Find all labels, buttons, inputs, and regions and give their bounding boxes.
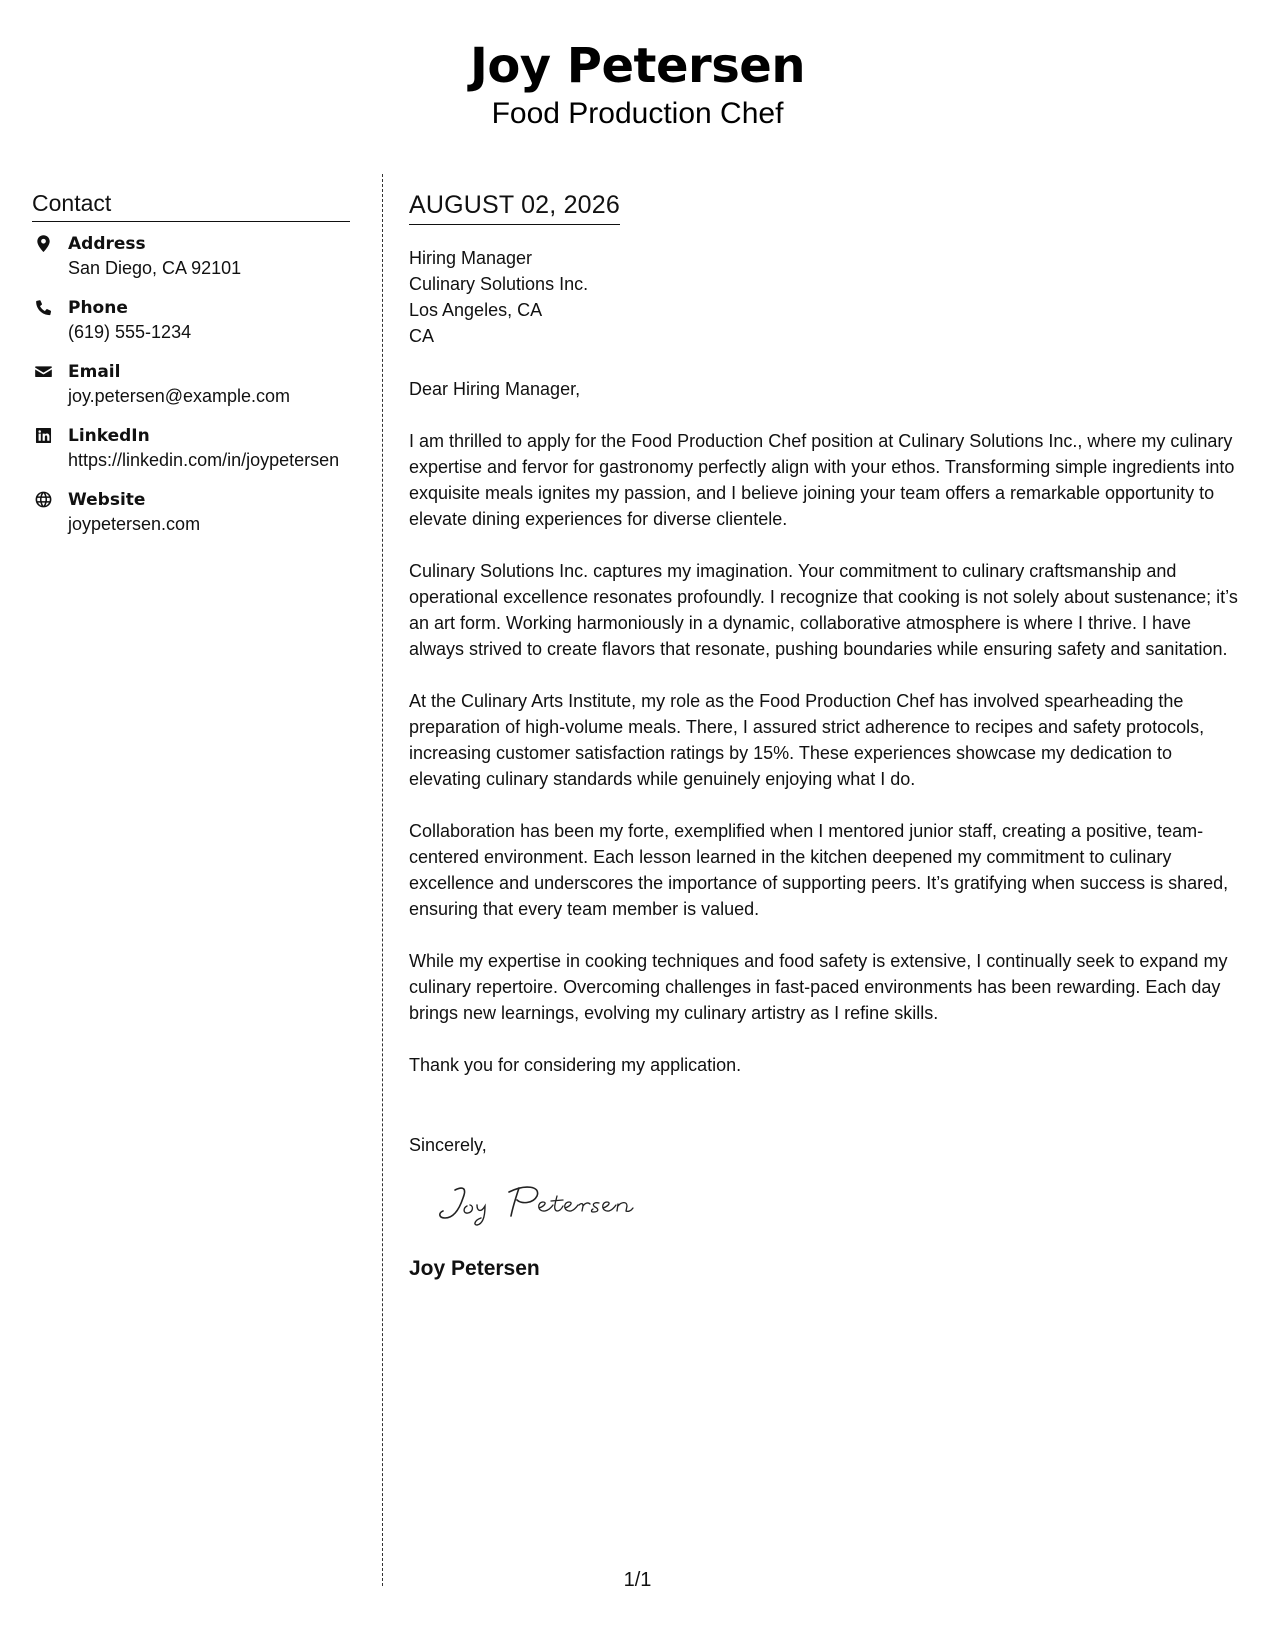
page-number: 1/1: [623, 1569, 652, 1591]
letter-paragraph: While my expertise in cooking techniques and food safety is extensive, I continually seek to expand my culinary repertoire. Overcoming challenges in fast-paced environments has been rewarding. Each day brings new learnings, evolving my culinary artistry as I refine skills.: [409, 951, 1228, 1023]
email-value[interactable]: joy.petersen@example.com: [68, 386, 291, 406]
phone-icon: [32, 296, 68, 318]
handwritten-signature: [433, 1178, 653, 1228]
recipient-line: Hiring Manager: [409, 248, 533, 268]
page-header: [0, 38, 1275, 132]
contact-heading: Contact: [32, 188, 350, 222]
signoff: Sincerely,: [409, 1135, 487, 1155]
contact-item-address: [32, 232, 350, 281]
linkedin-value[interactable]: https://linkedin.com/in/joypetersen: [68, 450, 340, 470]
salutation: Dear Hiring Manager,: [409, 379, 581, 399]
location-pin-icon: [32, 232, 68, 254]
job-title: Food Production Chef: [491, 97, 784, 130]
address-value: San Diego, CA 92101: [68, 258, 242, 278]
linkedin-label: LinkedIn: [68, 426, 150, 446]
letter-paragraph: At the Culinary Arts Institute, my role as the Food Production Chef has involved spearheading the preparation of high-volume meals. There, I assured strict adherence to recipes and safety protocols, increasing customer satisfaction ratings by 15%. These experiences showcase my dedication to elevating culinary standards while genuinely enjoying what I do.: [409, 691, 1205, 789]
recipient-line: Culinary Solutions Inc.: [409, 274, 589, 294]
letter-paragraph: I am thrilled to apply for the Food Production Chef position at Culinary Solutions Inc., where my culinary expertise and fervor for gastronomy perfectly align with your ethos. Transforming simple ingredients into exquisite meals ignites my passion, and I believe joining your team offers a remarkable opportunity to elevate dining experiences for diverse clientele.: [409, 431, 1235, 529]
recipient-line: CA: [409, 326, 435, 346]
contact-item-phone: [32, 296, 350, 345]
contact-list: [32, 232, 350, 537]
signer-name: Joy Petersen: [409, 1257, 540, 1280]
contact-item-linkedin: [32, 424, 350, 473]
contact-item-email: [32, 360, 350, 409]
linkedin-icon: [32, 424, 68, 446]
applicant-name: Joy Petersen: [469, 38, 806, 94]
address-label: Address: [68, 234, 146, 254]
phone-value: (619) 555-1234: [68, 322, 192, 342]
phone-label: Phone: [68, 298, 128, 318]
recipient-line: Los Angeles, CA: [409, 300, 543, 320]
envelope-icon: [32, 360, 68, 382]
email-label: Email: [68, 362, 121, 382]
letter-body: [409, 188, 1249, 1283]
website-value[interactable]: joypetersen.com: [68, 514, 201, 534]
recipient-block: [409, 245, 1249, 349]
letter-date: AUGUST 02, 2026: [409, 188, 620, 225]
column-divider: [382, 174, 383, 1586]
closing-thanks: Thank you for considering my application.: [409, 1055, 742, 1075]
website-label: Website: [68, 490, 146, 510]
contact-item-website: [32, 488, 350, 537]
letter-paragraph: Culinary Solutions Inc. captures my imagination. Your commitment to culinary craftsmanship and operational excellence resonates profoundly. I recognize that cooking is not solely about sustenance; it’s an art form. Working harmoniously in a dynamic, collaborative atmosphere is where I thrive. I have always strived to create flavors that resonate, pushing boundaries while ensuring safety and sanitation.: [409, 561, 1238, 659]
contact-sidebar: [32, 188, 350, 552]
letter-paragraph: Collaboration has been my forte, exemplified when I mentored junior staff, creating a positive, team-centered environment. Each lesson learned in the kitchen deepened my commitment to culinary excellence and underscores the importance of supporting peers. It’s gratifying when success is shared, ensuring that every team member is valued.: [409, 821, 1229, 919]
globe-icon: [32, 488, 68, 510]
